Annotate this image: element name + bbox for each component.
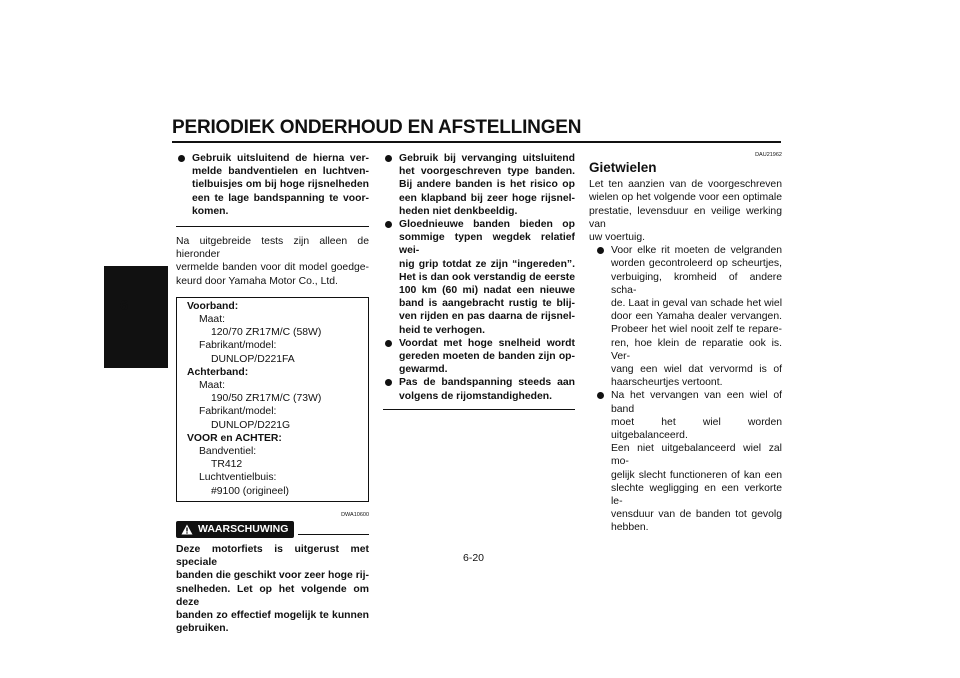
bullet-item: Pas de bandspanning steeds aan volgens de rijomstandigheden. [383,376,575,402]
bullet-item: Gebruik uitsluitend de hierna ver- melde bandventielen en luchtven- tielbuisjes om bij hoge rijsnelheden een te lage bandspanning te voor- komen. [176,152,369,218]
bullet-dot-icon [385,155,392,162]
paragraph: Na uitgebreide tests zijn alleen de hieronder vermelde banden voor dit model goedge- keurd door Yamaha Motor Co., Ltd. [176,236,369,287]
page-number: 6-20 [463,552,485,564]
column-right [589,152,782,535]
section-title: Gietwielen [589,160,657,175]
warning-code: DWA10600 [341,511,369,518]
bullet-dot-icon [597,247,604,254]
bullet-dot-icon [385,340,392,347]
divider [176,226,369,227]
bullet-dot-icon [178,155,185,162]
bullet-item: Voor elke rit moeten de velgranden worden gecontroleerd op scheurtjes, verbuiging, kromheid of andere scha- de. Laat in geval van schade het wiel door een Yamaha dealer vervangen. Probeer het wiel nooit zelf te repare- ren, hoe klein de reparatie ook is. Ver- vang een wiel dat vervormd is of haarscheurtjes vertoont. [595,244,782,389]
warning-text: Deze motorfiets is uitgerust met speciale banden die geschikt voor zeer hoge rij- snelheden. Let op het volgende om deze banden zo effectief mogelijk te kunnen gebruiken. [176,544,369,635]
paragraph: Let ten aanzien van de voorgeschreven wielen op het volgende voor een optimale prestatie, levensduur en veilige werking van uw voertuig. [589,179,782,244]
divider [383,409,575,410]
header-rule [172,141,781,143]
chapter-tab [104,266,168,368]
warning-header [176,521,369,538]
warning-rule [298,534,369,535]
bullet-item: Gloednieuwe banden bieden op sommige typen wegdek relatief wei- nig grip totdat ze zijn “ingereden”. Het is dan ook verstandig de eerste 100 km (60 mi) nadat een nieuwe band is aangebracht rustig te blij- ven rijden en pas daarna de rijsnel- heid te verhogen. [383,218,575,337]
bullet-item: Voordat met hoge snelheid wordt gereden moeten de banden zijn op- gewarmd. [383,337,575,377]
warning-triangle-icon [181,524,193,535]
column-left [176,152,369,636]
bullet-dot-icon [597,392,604,399]
bullet-item: Na het vervangen van een wiel of band moet het wiel worden uitgebalanceerd. Een niet uitgebalanceerd wiel zal mo- gelijk slecht functioneren of kan een slechte wegligging en een verkorte le- vensduur van de banden tot gevolg hebben. [595,389,782,534]
spec-box: Voorband: Maat: 120/70 ZR17M/C (58W) Fabrikant/model: DUNLOP/D221FA Achterband: Maat: 190/50 ZR17M/C (73W) Fabrikant/model: DUNLOP/D221G VOOR en ACHTER: Bandventiel: TR412 Luchtventielbuis: #9100 (origineel) [176,297,369,502]
warning-badge: WAARSCHUWING [176,521,294,538]
page-title: PERIODIEK ONDERHOUD EN AFSTELLINGEN [172,117,582,138]
chapter-number: 6 [120,297,129,314]
section-code: DAU21962 [755,152,782,158]
column-middle [383,152,575,418]
bullet-item: Gebruik bij vervanging uitsluitend het voorgeschreven type banden. Bij andere banden is het risico op een klapband bij zeer hoge rijsnel- heden niet denkbeeldig. [383,152,575,218]
bullet-dot-icon [385,221,392,228]
bullet-dot-icon [385,379,392,386]
